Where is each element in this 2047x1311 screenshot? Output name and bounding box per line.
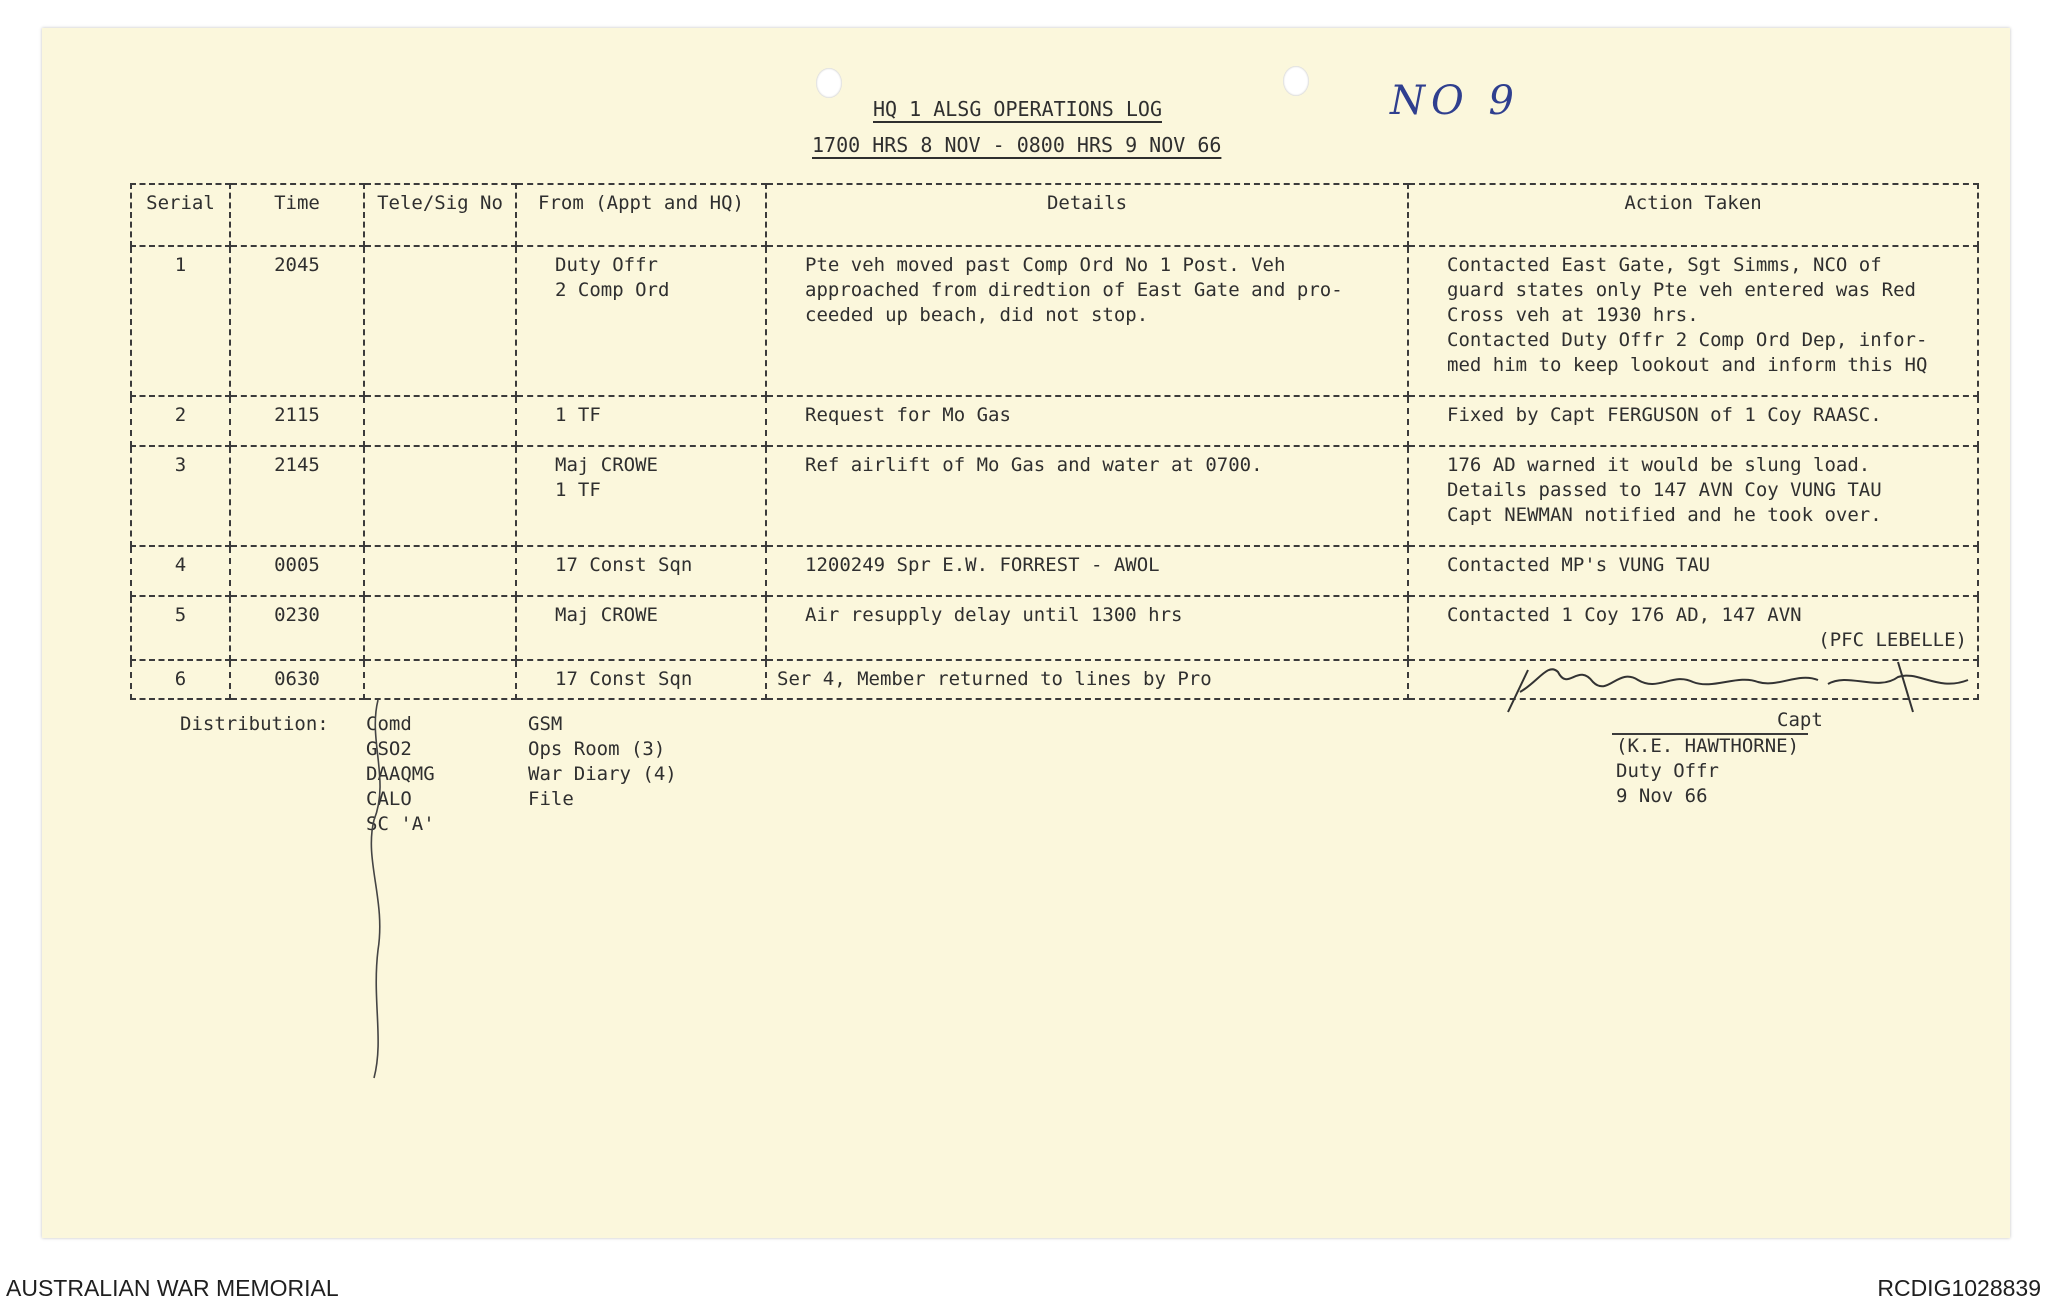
table-row: [131, 246, 1978, 396]
distribution-item: Comd: [366, 713, 412, 735]
details-line: Ser 4, Member returned to lines by Pro: [777, 668, 1212, 690]
distribution-item: CALO: [366, 788, 412, 810]
from-cell: [516, 396, 766, 446]
distribution-item: GSO2: [366, 738, 412, 760]
footer-id: RCDIG1028839: [1877, 1275, 2041, 1301]
action-line: Contacted Duty Offr 2 Comp Ord Dep, infor-: [1447, 329, 1928, 351]
punch-hole: [816, 68, 842, 98]
distribution-item: Ops Room (3): [528, 738, 666, 760]
from-line: 1 TF: [555, 404, 601, 426]
serial-cell: 6: [131, 660, 230, 699]
action-line: (PFC LEBELLE): [1818, 629, 1967, 651]
details-line: Ref airlift of Mo Gas and water at 0700.: [805, 454, 1263, 476]
from-cell: [516, 596, 766, 660]
time-cell: 0005: [230, 546, 364, 596]
from-line: 17 Const Sqn: [555, 554, 693, 576]
from-cell: [516, 660, 766, 699]
serial-cell: 5: [131, 596, 230, 660]
action-line: Contacted 1 Coy 176 AD, 147 AVN: [1447, 604, 1802, 626]
serial-cell: 3: [131, 446, 230, 546]
action-line: Cross veh at 1930 hrs.: [1447, 304, 1699, 326]
serial-cell: 4: [131, 546, 230, 596]
table-row: [131, 596, 1978, 660]
table-row: [131, 396, 1978, 446]
handwritten-signature: [1498, 652, 1988, 722]
time-cell: 2145: [230, 446, 364, 546]
action-line: Contacted East Gate, Sgt Simms, NCO of: [1447, 254, 1882, 276]
time-cell: 0230: [230, 596, 364, 660]
from-line: 2 Comp Ord: [555, 279, 670, 301]
details-cell: [766, 546, 1408, 596]
action-line: 176 AD warned it would be slung load.: [1447, 454, 1871, 476]
log-subtitle: 1700 HRS 8 NOV - 0800 HRS 9 NOV 66: [812, 133, 1222, 157]
tele-sig-cell: [364, 546, 516, 596]
from-line: 1 TF: [555, 479, 601, 501]
details-line: approached from diredtion of East Gate and pro-: [805, 279, 1343, 301]
tele-sig-cell: [364, 446, 516, 546]
from-cell: [516, 446, 766, 546]
details-cell: [766, 246, 1408, 396]
distribution-label: Distribution:: [180, 713, 329, 735]
details-cell: [766, 596, 1408, 660]
action-line: Fixed by Capt FERGUSON of 1 Coy RAASC.: [1447, 404, 1882, 426]
time-cell: 0630: [230, 660, 364, 699]
action-cell: [1408, 396, 1978, 446]
distribution-item: DAAQMG: [366, 763, 435, 785]
tele-sig-cell: [364, 660, 516, 699]
details-line: Pte veh moved past Comp Ord No 1 Post. Veh: [805, 254, 1286, 276]
punch-hole: [1283, 66, 1309, 96]
from-cell: [516, 546, 766, 596]
signature-name: (K.E. HAWTHORNE): [1616, 735, 1800, 757]
handwritten-bracket-mark: [360, 700, 420, 1080]
distribution-item: SC 'A': [366, 813, 435, 835]
tele-sig-cell: [364, 396, 516, 446]
details-line: 1200249 Spr E.W. FORREST - AWOL: [805, 554, 1160, 576]
details-line: ceeded up beach, did not stop.: [805, 304, 1149, 326]
details-line: Air resupply delay until 1300 hrs: [805, 604, 1183, 626]
table-header-row: [131, 184, 1978, 246]
from-line: Maj CROWE: [555, 454, 658, 476]
from-cell: [516, 246, 766, 396]
from-line: 17 Const Sqn: [555, 668, 693, 690]
action-cell: [1408, 446, 1978, 546]
tele-sig-cell: [364, 246, 516, 396]
action-line: guard states only Pte veh entered was Red: [1447, 279, 1916, 301]
details-cell: [766, 396, 1408, 446]
signature-date: 9 Nov 66: [1616, 785, 1708, 807]
table-row: [131, 446, 1978, 546]
details-line: Request for Mo Gas: [805, 404, 1011, 426]
handwritten-number: NO 9: [1390, 78, 1520, 124]
action-cell: [1408, 546, 1978, 596]
log-title: HQ 1 ALSG OPERATIONS LOG: [873, 97, 1162, 121]
signature-rank: Capt: [1777, 709, 1823, 731]
column-header-time: Time: [230, 184, 364, 246]
column-header-details: Details: [766, 184, 1408, 246]
action-cell: [1408, 246, 1978, 396]
column-header-tele-sig: Tele/Sig No: [364, 184, 516, 246]
column-header-serial: Serial: [131, 184, 230, 246]
signature-appointment: Duty Offr: [1616, 760, 1719, 782]
column-header-from: From (Appt and HQ): [516, 184, 766, 246]
column-header-action-taken: Action Taken: [1408, 184, 1978, 246]
operations-log-table: [130, 183, 1979, 700]
action-line: Details passed to 147 AVN Coy VUNG TAU: [1447, 479, 1882, 501]
from-line: Maj CROWE: [555, 604, 658, 626]
footer-source: AUSTRALIAN WAR MEMORIAL: [6, 1275, 339, 1301]
details-cell: [766, 660, 1408, 699]
table-row: [131, 546, 1978, 596]
distribution-item: File: [528, 788, 574, 810]
tele-sig-cell: [364, 596, 516, 660]
serial-cell: 1: [131, 246, 230, 396]
details-cell: [766, 446, 1408, 546]
from-line: Duty Offr: [555, 254, 658, 276]
time-cell: 2045: [230, 246, 364, 396]
time-cell: 2115: [230, 396, 364, 446]
distribution-item: GSM: [528, 713, 563, 735]
distribution-list-2: [528, 712, 677, 812]
action-cell: [1408, 596, 1978, 660]
action-line: Contacted MP's VUNG TAU: [1447, 554, 1711, 576]
action-line: Capt NEWMAN notified and he took over.: [1447, 504, 1882, 526]
action-line: med him to keep lookout and inform this HQ: [1447, 354, 1928, 376]
distribution-item: War Diary (4): [528, 763, 677, 785]
serial-cell: 2: [131, 396, 230, 446]
